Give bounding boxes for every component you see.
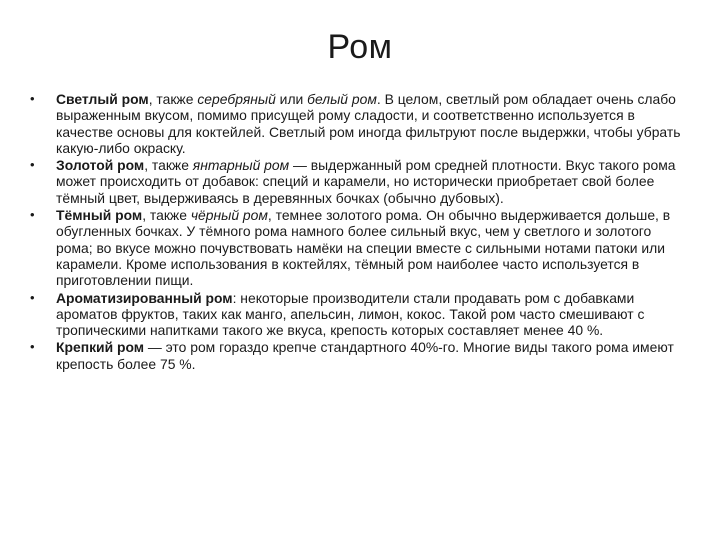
bullet-icon: • — [30, 157, 35, 173]
slide-title: Ром — [327, 28, 393, 66]
emphasis: янтарный ром — [192, 157, 290, 174]
list-item-light-rum — [30, 91, 690, 156]
term: Ароматизированный ром — [56, 289, 233, 306]
text: , также — [142, 207, 191, 224]
list-item-flavored-rum — [30, 289, 690, 339]
text: — это ром гораздо крепче стандартного 40%-го. Многие виды такого рома имеют крепость более 75 %. — [56, 339, 674, 372]
emphasis: белый ром — [307, 91, 377, 107]
text: — выдержанный ром средней плотности. Вкус такого рома может происходить от добавок: специй и карамели, но исторически приобретает свой более тёмный цвет, выдерживаясь в деревянных бочках (обычно дубовых). — [56, 157, 676, 206]
bullet-icon: • — [30, 289, 35, 305]
list-item-gold-rum — [30, 157, 690, 206]
emphasis: чёрный ром — [190, 207, 268, 224]
bullet-list — [30, 91, 690, 372]
term: Золотой ром — [56, 157, 145, 174]
text: : некоторые производители стали продавать ром с добавками ароматов фруктов, таких как манго, апельсин, лимон, кокос. Такой ром часто смешивают с тропическими напитками такого же вкуса, крепость которых составляет менее 40 %. — [56, 289, 645, 339]
list-item-strong-rum — [30, 339, 690, 372]
text: , также — [148, 91, 198, 107]
term: Тёмный ром — [56, 207, 143, 224]
bullet-icon: • — [30, 91, 35, 106]
text: или — [275, 91, 308, 107]
term: Крепкий ром — [56, 339, 145, 356]
emphasis: серебряный — [197, 91, 276, 107]
list-item-dark-rum — [30, 207, 690, 289]
bullet-icon: • — [30, 207, 35, 223]
text: , темнее золотого рома. Он обычно выдерживается дольше, в обугленных бочках. У тёмного рома намного более сильный вкус, чем у светлого и золотого рома; во вкусе можно почувствовать намёки на специи вместе с сильными нотами патоки или карамели. Кроме использования в коктейлях, тёмный ром наиболее часто используется в приготовлении пищи. — [56, 207, 671, 289]
text: , также — [144, 157, 193, 174]
bullet-icon: • — [30, 339, 35, 355]
text: . В целом, светлый ром обладает очень слабо выраженным вкусом, помимо присущей рому сладости, и соответственно используется в качестве основы для коктейлей. Светлый ром иногда фильтруют после выдержки, чтобы убрать какую-либо окраску. — [56, 91, 681, 156]
term: Светлый ром — [56, 91, 149, 107]
